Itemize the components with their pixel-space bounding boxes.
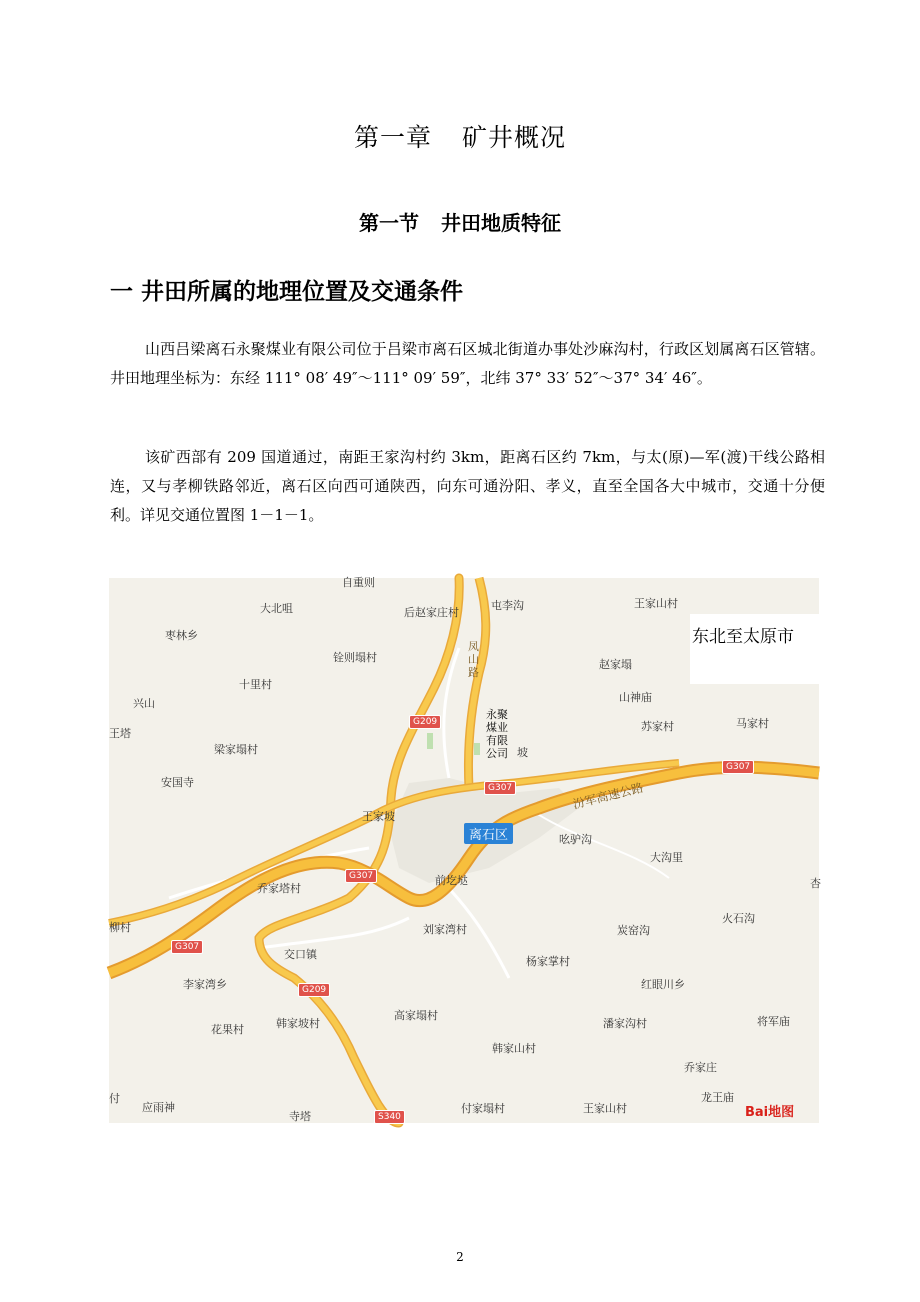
place-label: 坡 bbox=[517, 746, 528, 759]
place-label: 付 bbox=[109, 1092, 120, 1105]
place-label: 花果村 bbox=[211, 1023, 244, 1036]
traffic-location-map bbox=[109, 578, 819, 1123]
place-label: 枣林乡 bbox=[165, 629, 198, 642]
sub-heading: 一 井田所属的地理位置及交通条件 bbox=[110, 279, 464, 305]
place-label: 柳村 bbox=[109, 921, 131, 934]
place-label: 梁家塌村 bbox=[214, 743, 258, 756]
place-label: 龙王庙 bbox=[701, 1091, 734, 1104]
place-label: 山神庙 bbox=[619, 691, 652, 704]
place-label: 乔家塔村 bbox=[257, 882, 301, 895]
road-badge-g209-north: G209 bbox=[409, 715, 441, 729]
chapter-name: 矿井概况 bbox=[462, 123, 567, 152]
road-badge-s340: S340 bbox=[374, 1110, 405, 1124]
place-label: 刘家湾村 bbox=[423, 923, 467, 936]
company-label: 永聚煤业有限公司 bbox=[486, 708, 508, 760]
place-label: 付家塌村 bbox=[461, 1102, 505, 1115]
place-label: 安国寺 bbox=[161, 776, 194, 789]
place-label: 兴山 bbox=[133, 697, 155, 710]
place-label: 高家塌村 bbox=[394, 1009, 438, 1022]
baidu-map-logo: Bai地图 bbox=[745, 1105, 795, 1120]
paragraph-transport: 该矿西部有 209 国道通过，南距王家沟村约 3km，距离石区约 7km，与太(原)—军(渡)干线公路相连，又与孝柳铁路邻近，离石区向西可通陕西，向东可通汾阳、孝义，直至全国各大中城市，交通十分便利。详见交通位置图 1－1－1。 bbox=[110, 448, 825, 524]
place-label: 韩家山村 bbox=[492, 1042, 536, 1055]
place-label: 寺塔 bbox=[289, 1110, 311, 1123]
chapter-number: 第一章 bbox=[353, 123, 432, 152]
place-label: 后赵家庄村 bbox=[404, 606, 459, 619]
fengshan-road-label: 凤山路 bbox=[468, 640, 479, 679]
place-label: 前圪垯 bbox=[435, 874, 468, 887]
place-label: 王家坡 bbox=[362, 810, 395, 823]
place-label: 自重则 bbox=[342, 576, 375, 589]
fenjun-highway-label: 汾军高速公路 bbox=[571, 780, 645, 812]
place-label: 将军庙 bbox=[757, 1015, 790, 1028]
road-badge-g307-southwest: G307 bbox=[345, 869, 377, 883]
paragraph-location: 山西吕梁离石永聚煤业有限公司位于吕梁市离石区城北街道办事处沙麻沟村，行政区划属离石区管辖。井田地理坐标为：东经 111° 08′ 49″～111° 09′ 59″，北纬 37° 33′ 52″～37° 34′ 46″。 bbox=[110, 340, 825, 387]
place-label: 大沟里 bbox=[650, 851, 683, 864]
place-label: 大北咀 bbox=[260, 602, 293, 615]
place-label: 王家山村 bbox=[634, 597, 678, 610]
section-name: 井田地质特征 bbox=[441, 211, 561, 235]
place-label: 火石沟 bbox=[722, 912, 755, 925]
place-label: 交口镇 bbox=[284, 948, 317, 961]
place-label: 韩家坡村 bbox=[276, 1017, 320, 1030]
page-number: 2 bbox=[456, 1250, 464, 1264]
place-label: 杨家掌村 bbox=[526, 955, 570, 968]
place-label: 十里村 bbox=[239, 678, 272, 691]
place-label: 杏 bbox=[810, 877, 821, 890]
place-label: 潘家沟村 bbox=[603, 1017, 647, 1030]
section-title bbox=[0, 207, 920, 236]
place-label: 苏家村 bbox=[641, 720, 674, 733]
district-badge-lishi: 离石区 bbox=[464, 823, 513, 844]
chapter-title bbox=[0, 118, 920, 154]
place-label: 屯李沟 bbox=[491, 599, 524, 612]
road-badge-g307-west: G307 bbox=[171, 940, 203, 954]
place-label: 红眼川乡 bbox=[641, 978, 685, 991]
road-badge-g307-east: G307 bbox=[722, 760, 754, 774]
place-label: 乔家庄 bbox=[684, 1061, 717, 1074]
place-label: 马家村 bbox=[736, 717, 769, 730]
road-badge-g209-south: G209 bbox=[298, 983, 330, 997]
place-label: 李家湾乡 bbox=[183, 978, 227, 991]
road-badge-g307-center: G307 bbox=[484, 781, 516, 795]
place-label: 吆驴沟 bbox=[559, 833, 592, 846]
place-label: 赵家塌 bbox=[599, 658, 632, 671]
taiyuan-callout: 东北至太原市 bbox=[690, 614, 819, 684]
place-label: 王家山村 bbox=[583, 1102, 627, 1115]
place-label: 王塔 bbox=[109, 727, 131, 740]
section-number: 第一节 bbox=[359, 211, 419, 235]
place-label: 应雨神 bbox=[142, 1101, 175, 1114]
place-label: 炭窑沟 bbox=[617, 924, 650, 937]
place-label: 铨则塌村 bbox=[333, 651, 377, 664]
